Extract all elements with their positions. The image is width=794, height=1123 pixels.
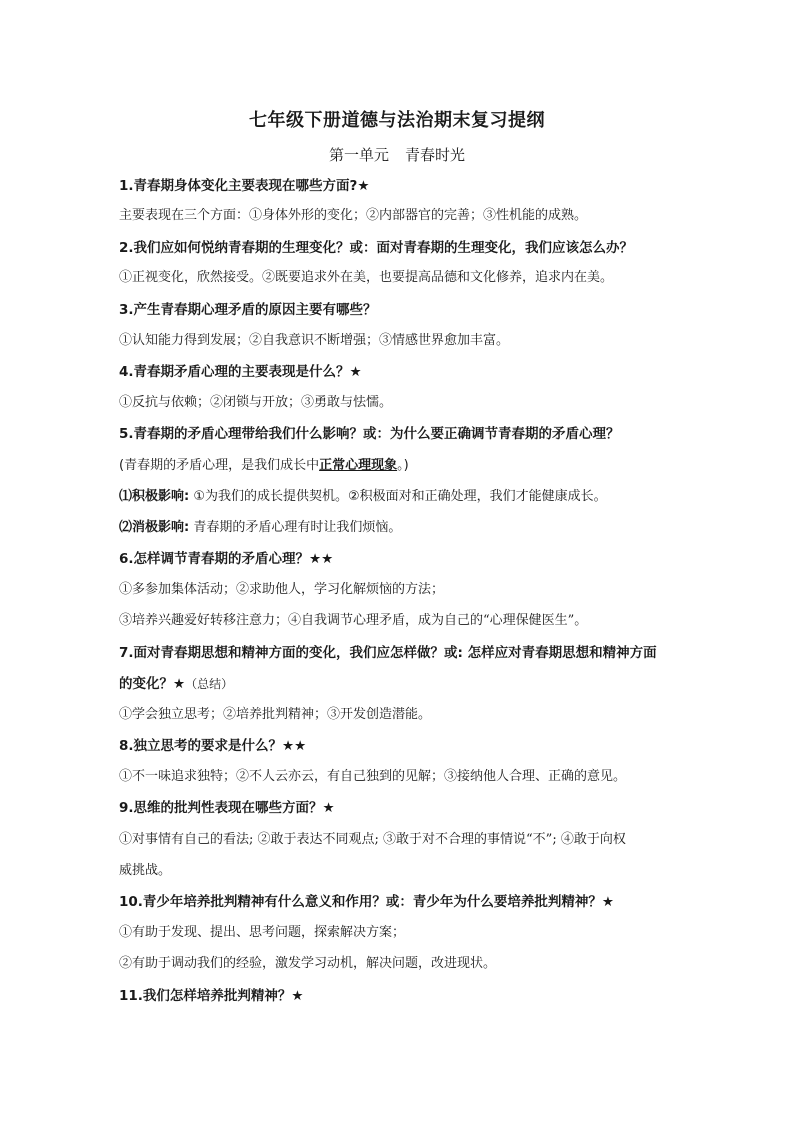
page-title: 七年级下册道德与法治期末复习提纲	[249, 110, 545, 131]
answer-10-line-1: ①有助于发现、提出、思考问题，探索解决方案；	[119, 925, 406, 940]
negative-label: ⑵消极影响:	[119, 520, 190, 535]
question-5: 5.青春期的矛盾心理带给我们什么影响？或：为什么要正确调节青春期的矛盾心理？	[119, 426, 620, 442]
question-4: 4.青春期矛盾心理的主要表现是什么？★	[119, 364, 362, 380]
answer-3: ①认知能力得到发展；②自我意识不断增强；③情感世界愈加丰富。	[119, 333, 510, 348]
answer-8: ①不一味追求独特；②不人云亦云，有自己独到的见解；③接纳他人合理、正确的意见。	[119, 769, 627, 784]
answer-5-negative: ⑵消极影响: 青春期的矛盾心理有时让我们烦恼。	[119, 520, 402, 535]
answer-9-line-1: ①对事情有自己的看法; ②敢于表达不同观点; ③敢于对不合理的事情说“不”; ④敢于向权	[119, 832, 626, 847]
unit-name: 青春时光	[405, 146, 466, 164]
answer-10-line-2: ②有助于调动我们的经验，激发学习动机，解决问题，改进现状。	[119, 956, 497, 971]
question-1: 1.青春期身体变化主要表现在哪些方面?★	[119, 178, 370, 194]
answer-6-line-2: ③培养兴趣爱好转移注意力；④自我调节心理矛盾，成为自己的“心理保健医生”。	[119, 613, 588, 628]
question-6: 6.怎样调节青春期的矛盾心理？★★	[119, 551, 334, 567]
answer-1: 主要表现在三个方面：①身体外形的变化；②内部器官的完善；③性机能的成熟。	[119, 208, 588, 223]
answer-7: ①学会独立思考；②培养批判精神；③开发创造潜能。	[119, 707, 432, 722]
summary-note: （总结）	[185, 677, 234, 691]
answer-4: ①反抗与依赖；②闭锁与开放；③勇敢与怯懦。	[119, 395, 393, 410]
question-9: 9.思维的批判性表现在哪些方面？★	[119, 800, 335, 816]
question-2: 2.我们应如何悦纳青春期的生理变化？或：面对青春期的生理变化，我们应该怎么办？	[119, 240, 634, 256]
question-7-line-1: 7.面对青春期思想和精神方面的变化，我们应怎样做？或: 怎样应对青春期思想和精神方面	[119, 645, 657, 661]
answer-2: ①正视变化，欣然接受。②既要追求外在美，也要提高品德和文化修养，追求内在美。	[119, 270, 614, 285]
answer-9-line-2: 威挑战。	[119, 863, 172, 878]
answer-5-positive: ⑴积极影响: ①为我们的成长提供契机。②积极面对和正确处理，我们才能健康成长。	[119, 489, 607, 504]
question-11: 11.我们怎样培养批判精神？★	[119, 988, 304, 1004]
positive-label: ⑴积极影响:	[119, 489, 190, 504]
unit-number: 第一单元	[328, 146, 389, 164]
answer-5-note: (青春期的矛盾心理，是我们成长中正常心理现象。)	[119, 458, 409, 473]
question-7-line-2: 的变化？★（总结）	[119, 676, 234, 692]
answer-6-line-1: ①多参加集体活动；②求助他人，学习化解烦恼的方法；	[119, 582, 445, 597]
unit-heading	[0, 144, 794, 165]
question-8: 8.独立思考的要求是什么？★★	[119, 738, 307, 754]
question-10: 10.青少年培养批判精神有什么意义和作用？或：青少年为什么要培养批判精神？★	[119, 894, 615, 910]
question-3: 3.产生青春期心理矛盾的原因主要有哪些？	[119, 302, 377, 318]
key-term: 正常心理现象	[319, 458, 398, 473]
